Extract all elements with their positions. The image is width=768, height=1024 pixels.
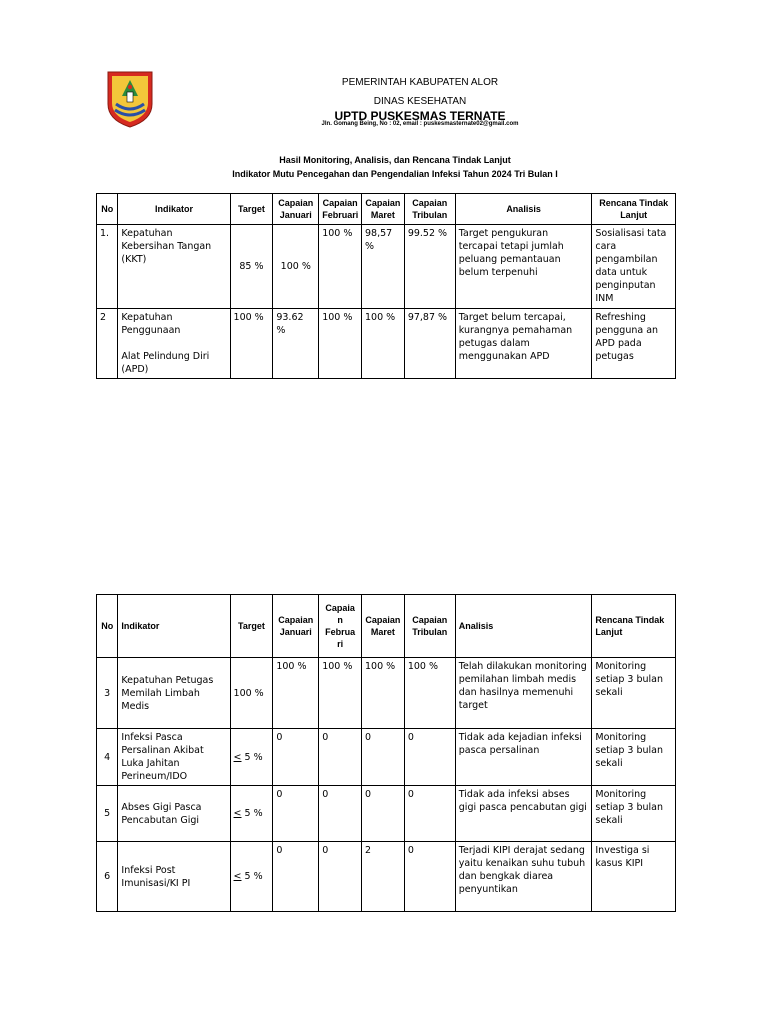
cell-februari: 0 <box>319 842 362 912</box>
cell-januari: 0 <box>273 786 319 842</box>
less-equal-symbol: < <box>233 808 242 819</box>
header-address: Jln. Gomang Being, No : 02, email : puskesmasternate02@gmail.com <box>321 121 519 127</box>
cell-rtl: Monitoring setiap 3 bulan sekali <box>592 786 676 842</box>
cell-indikator-line1: Kepatuhan Penggunaan <box>121 312 181 336</box>
cell-februari: 0 <box>319 786 362 842</box>
col-rtl: Rencana Tindak Lanjut <box>592 595 676 658</box>
cell-target: 100 % <box>230 658 273 729</box>
cell-maret: 0 <box>362 786 405 842</box>
cell-januari: 0 <box>273 842 319 912</box>
less-equal-symbol: < <box>233 751 242 763</box>
cell-januari: 0 <box>273 729 319 786</box>
cell-rtl: Refreshing pengguna an APD pada petugas <box>592 309 676 379</box>
cell-no: 2 <box>97 309 118 379</box>
cell-analisis: Target pengukuran tercapai tetapi jumlah peluang pemantauan belum terpenuhi <box>455 225 592 309</box>
target-value: 5 % <box>241 871 263 882</box>
target-value: 5 % <box>241 808 263 819</box>
cell-tribulan: 0 <box>404 729 455 786</box>
table-row <box>97 309 676 379</box>
cell-januari: 100 % <box>273 658 319 729</box>
cell-maret: 98,57 % <box>362 225 405 309</box>
cell-indikator: Kepatuhan Kebersihan Tangan (KKT) <box>118 225 230 309</box>
cell-tribulan: 0 <box>404 786 455 842</box>
col-maret: Capaian Maret <box>362 194 405 225</box>
col-januari: Capaian Januari <box>273 595 319 658</box>
cell-januari: 100 % <box>273 225 319 309</box>
table-row <box>97 729 676 786</box>
col-indikator: Indikator <box>118 194 230 225</box>
cell-analisis: Target belum tercapai, kurangnya pemahaman petugas dalam menggunakan APD <box>455 309 592 379</box>
cell-maret: 100 % <box>362 309 405 379</box>
cell-target <box>230 842 273 912</box>
col-februari: Capaian Februari <box>319 194 362 225</box>
col-no: No <box>97 194 118 225</box>
table-header-row <box>97 194 676 225</box>
table-row <box>97 225 676 309</box>
cell-indikator: Abses Gigi Pasca Pencabutan Gigi <box>118 786 230 842</box>
cell-analisis: Tidak ada kejadian infeksi pasca persalinan <box>455 729 592 786</box>
cell-rtl: Sosialisasi tata cara pengambilan data untuk penginputan INM <box>592 225 676 309</box>
cell-indikator: Infeksi Post Imunisasi/KI PI <box>118 842 230 912</box>
cell-maret: 2 <box>362 842 405 912</box>
cell-maret: 0 <box>362 729 405 786</box>
cell-analisis: Terjadi KIPI derajat sedang yaitu kenaikan suhu tubuh dan bengkak diarea penyuntikan <box>455 842 592 912</box>
cell-no: 6 <box>97 842 118 912</box>
table-row <box>97 658 676 729</box>
cell-tribulan: 97,87 % <box>404 309 455 379</box>
cell-februari: 100 % <box>319 309 362 379</box>
cell-no: 1. <box>97 225 118 309</box>
col-februari: Capaia n Februa ri <box>319 595 362 658</box>
cell-tribulan: 0 <box>404 842 455 912</box>
cell-target <box>230 729 273 786</box>
col-tribulan: Capaian Tribulan <box>404 194 455 225</box>
cell-rtl: Investiga si kasus KIPI <box>592 842 676 912</box>
col-rtl: Rencana Tindak Lanjut <box>592 194 676 225</box>
cell-maret: 100 % <box>362 658 405 729</box>
cell-target: 85 % <box>230 225 273 309</box>
col-januari: Capaian Januari <box>273 194 319 225</box>
cell-indikator: Kepatuhan Petugas Memilah Limbah Medis <box>118 658 230 729</box>
col-tribulan: Capaian Tribulan <box>404 595 455 658</box>
col-analisis: Analisis <box>455 595 592 658</box>
header-department: DINAS KESEHATAN <box>373 96 467 107</box>
cell-no: 4 <box>97 729 118 786</box>
target-value: 5 % <box>241 751 263 763</box>
table-row <box>97 842 676 912</box>
cell-tribulan: 99.52 % <box>404 225 455 309</box>
indicator-table-2 <box>96 594 676 912</box>
header-unit: UPTD PUSKESMAS TERNATE <box>334 109 506 123</box>
cell-rtl: Monitoring setiap 3 bulan sekali <box>592 729 676 786</box>
col-maret: Capaian Maret <box>362 595 405 658</box>
header-government: PEMERINTAH KABUPATEN ALOR <box>341 77 499 88</box>
col-analisis: Analisis <box>455 194 592 225</box>
indicator-table-1 <box>96 193 676 379</box>
report-subtitle: Indikator Mutu Pencegahan dan Pengendalian Infeksi Tahun 2024 Tri Bulan I <box>232 169 558 179</box>
cell-analisis: Tidak ada infeksi abses gigi pasca pencabutan gigi <box>455 786 592 842</box>
col-indikator: Indikator <box>118 595 230 658</box>
cell-tribulan: 100 % <box>404 658 455 729</box>
table-header-row <box>97 595 676 658</box>
cell-februari: 0 <box>319 729 362 786</box>
cell-no: 3 <box>97 658 118 729</box>
cell-januari: 93.62 % <box>273 309 319 379</box>
cell-indikator-line2: Alat Pelindung Diri (APD) <box>121 351 210 375</box>
col-no: No <box>97 595 118 658</box>
cell-no: 5 <box>97 786 118 842</box>
cell-februari: 100 % <box>319 225 362 309</box>
cell-rtl: Monitoring setiap 3 bulan sekali <box>592 658 676 729</box>
cell-analisis: Telah dilakukan monitoring pemilahan limbah medis dan hasilnya memenuhi target <box>455 658 592 729</box>
cell-target: 100 % <box>230 309 273 379</box>
cell-indikator <box>118 309 230 379</box>
col-target: Target <box>230 595 273 658</box>
col-target: Target <box>230 194 273 225</box>
less-equal-symbol: < <box>233 871 242 882</box>
cell-target <box>230 786 273 842</box>
cell-februari: 100 % <box>319 658 362 729</box>
cell-indikator: Infeksi Pasca Persalinan Akibat Luka Jahitan Perineum/IDO <box>118 729 230 786</box>
table-row <box>97 786 676 842</box>
report-title: Hasil Monitoring, Analisis, dan Rencana Tindak Lanjut <box>279 155 511 165</box>
